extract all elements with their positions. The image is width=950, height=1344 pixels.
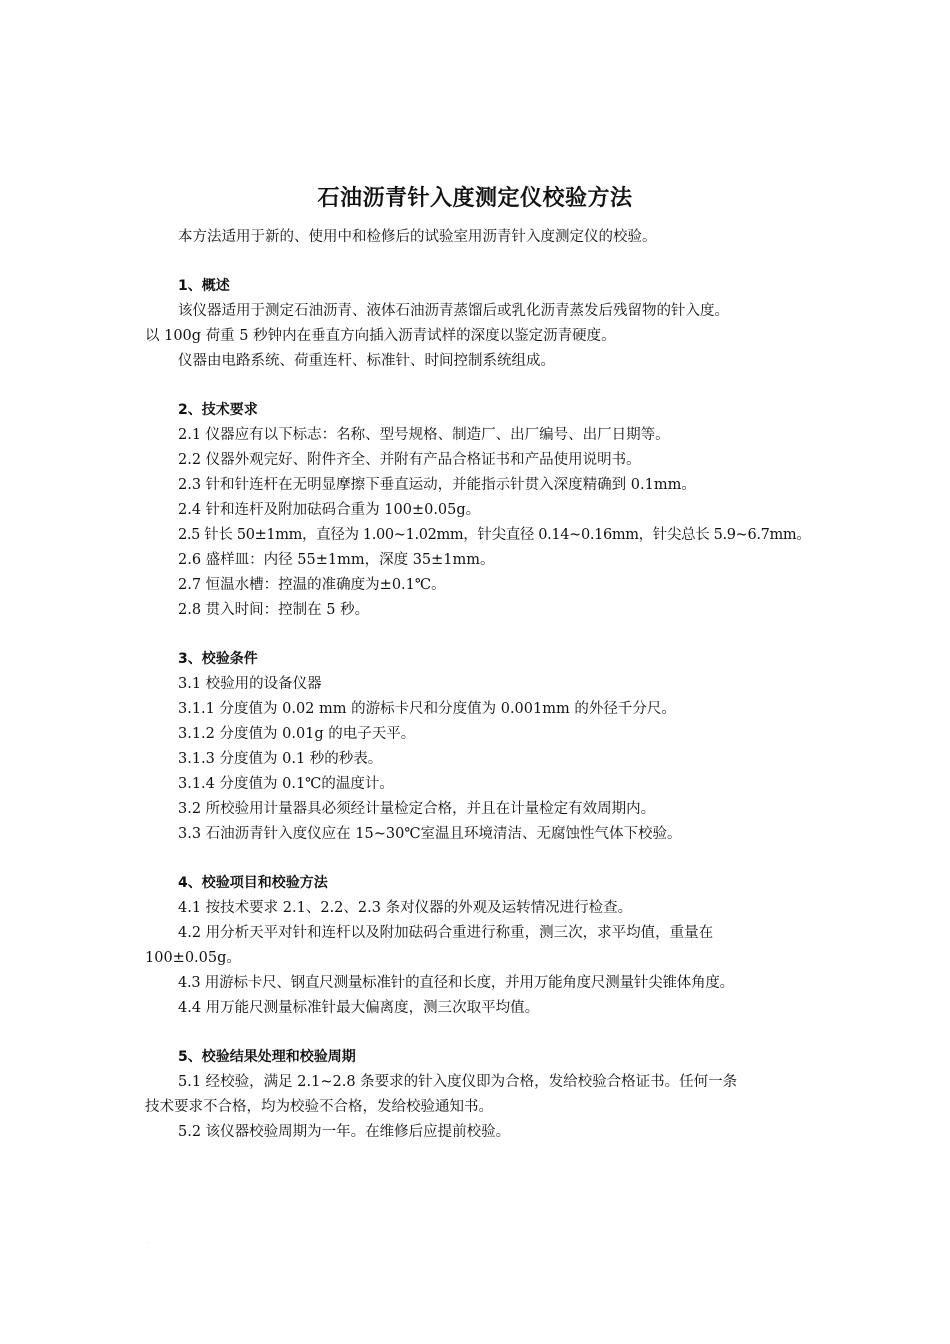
section-5-item: 5.2 该仪器校验周期为一年。在维修后应提前校验。: [178, 1124, 511, 1140]
section-2-item: 2.2 仪器外观完好、附件齐全、并附有产品合格证书和产品使用说明书。: [178, 452, 641, 468]
section-2-item: 2.3 针和针连杆在无明显摩擦下垂直运动，并能指示针贯入深度精确到 0.1mm。: [178, 477, 696, 493]
section-2-item: 2.6 盛样皿：内径 55±1mm，深度 35±1mm。: [178, 552, 495, 568]
section-3-item: 3.3 石油沥青针入度仪应在 15~30℃室温且环境清洁、无腐蚀性气体下校验。: [178, 826, 682, 842]
section-1-paragraph-1-line-2: 以 100g 荷重 5 秒钟内在垂直方向插入沥青试样的深度以鉴定沥青硬度。: [145, 328, 616, 344]
spacer: [145, 1021, 810, 1045]
section-2-item: 2.4 针和连杆及附加砝码合重为 100±0.05g。: [178, 502, 481, 518]
section-3-item: 3.1.3 分度值为 0.1 秒的秒表。: [178, 751, 383, 767]
intro-paragraph: 本方法适用于新的、使用中和检修后的试验室用沥青针入度测定仪的校验。: [178, 229, 657, 245]
page-mark: .: [147, 1238, 149, 1245]
spacer: [145, 847, 810, 871]
section-3-item: 3.1.4 分度值为 0.1℃的温度计。: [178, 776, 394, 792]
section-3-item: 3.1.1 分度值为 0.02 mm 的游标卡尺和分度值为 0.001mm 的外径千分尺。: [178, 701, 676, 717]
section-5-item-1-line-2: 技术要求不合格，均为校验不合格，发给校验通知书。: [145, 1099, 493, 1115]
section-3-item: 3.1.2 分度值为 0.01g 的电子天平。: [178, 726, 416, 742]
spacer: [145, 374, 810, 398]
section-4-item-2-line-1: 4.2 用分析天平对针和连杆以及附加砝码合重进行称重，测三次，求平均值，重量在: [178, 925, 714, 941]
section-1-paragraph-2: 仪器由电路系统、荷重连杆、标准针、时间控制系统组成。: [178, 353, 555, 369]
section-4-item-2-line-2: 100±0.05g。: [145, 950, 241, 966]
section-2-item: 2.8 贯入时间：控制在 5 秒。: [178, 602, 370, 618]
section-3-item: 3.2 所校验用计量器具必须经计量检定合格，并且在计量检定有效周期内。: [178, 801, 656, 817]
document-body: [145, 225, 810, 1145]
section-1-paragraph-1-line-1: 该仪器适用于测定石油沥青、液体石油沥青蒸馏后或乳化沥青蒸发后残留物的针入度。: [178, 303, 729, 319]
section-2-item: 2.7 恒温水槽：控温的准确度为±0.1℃。: [178, 577, 446, 593]
section-4-heading: 4、校验项目和校验方法: [178, 875, 328, 891]
section-4-item: 4.4 用万能尺测量标准针最大偏离度，测三次取平均值。: [178, 1000, 540, 1016]
section-1-heading: 1、概述: [178, 278, 230, 294]
section-5-heading: 5、校验结果处理和校验周期: [178, 1049, 356, 1065]
spacer: [145, 250, 810, 274]
section-2-item: 2.5 针长 50±1mm，直径为 1.00~1.02mm，针尖直径 0.14~0.16mm，针尖总长 5.9~6.7mm。: [178, 527, 811, 543]
section-4-item: 4.1 按技术要求 2.1、2.2、2.3 条对仪器的外观及运转情况进行检查。: [178, 900, 633, 916]
section-2-item: 2.1 仪器应有以下标志：名称、型号规格、制造厂、出厂编号、出厂日期等。: [178, 427, 670, 443]
document-title: 石油沥青针入度测定仪校验方法: [317, 186, 633, 211]
section-5-item-1-line-1: 5.1 经校验，满足 2.1~2.8 条要求的针入度仪即为合格，发给校验合格证书。任何一条: [178, 1074, 738, 1090]
section-3-heading: 3、校验条件: [178, 651, 258, 667]
spacer: [145, 623, 810, 647]
section-2-heading: 2、技术要求: [178, 402, 258, 418]
section-3-item: 3.1 校验用的设备仪器: [178, 676, 322, 692]
section-4-item: 4.3 用游标卡尺、钢直尺测量标准针的直径和长度，并用万能角度尺测量针尖锥体角度。: [178, 975, 734, 991]
